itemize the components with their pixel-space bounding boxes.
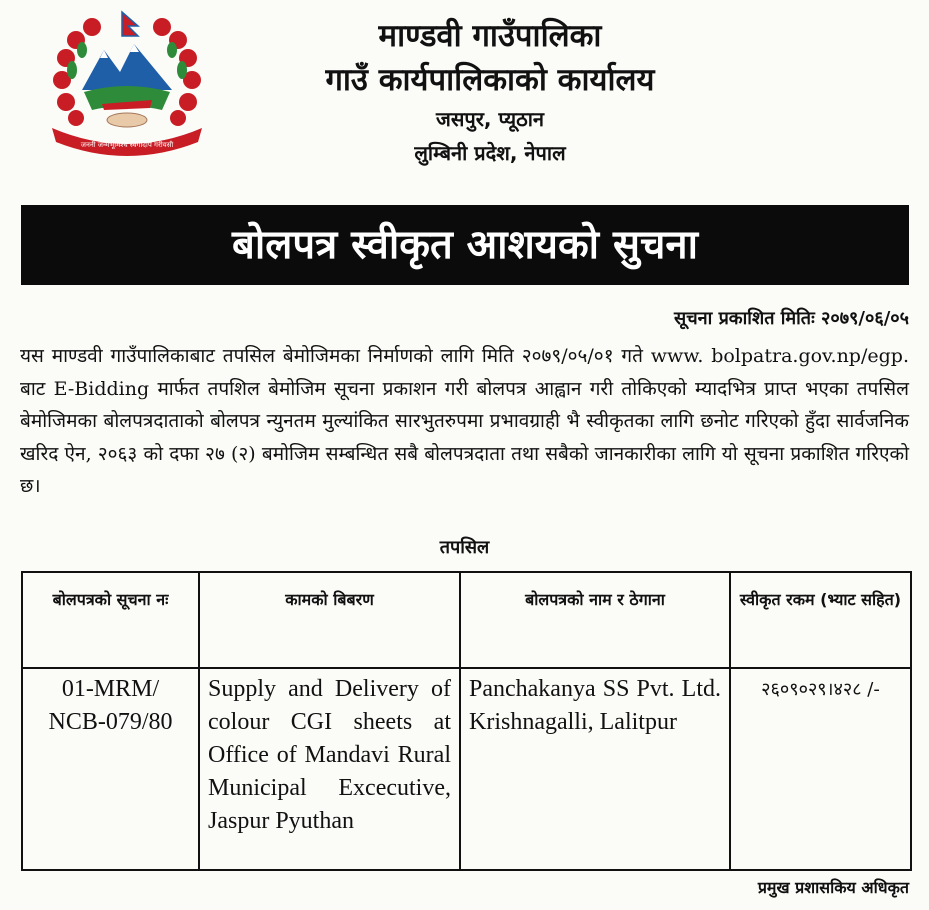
office-address: जसपुर, प्यूठान	[436, 107, 544, 131]
office-header	[230, 14, 750, 170]
header-approved-amount: स्वीकृत रकम (भ्याट सहित)	[730, 572, 911, 668]
office-name: गाउँ कार्यपालिकाको कार्यालय	[325, 62, 655, 98]
header-work-description: कामको बिबरण	[199, 572, 460, 668]
nepal-emblem-icon	[42, 10, 212, 160]
office-province: लुम्बिनी प्रदेश, नेपाल	[414, 141, 566, 165]
cell-amount: २६०९०२९।४२८ /-	[730, 668, 911, 870]
cell-bidder: Panchakanya SS Pvt. Ltd. Krishnagalli, Lalitpur	[460, 668, 730, 870]
municipality-name: माण्डवी गाउँपालिका	[378, 18, 602, 54]
table-header-row	[22, 572, 911, 668]
cell-notice-no: 01-MRM/ NCB-079/80	[22, 668, 199, 870]
schedule-label: तपसिल	[439, 537, 490, 558]
table-row	[22, 668, 911, 870]
bid-acceptance-table	[21, 571, 912, 871]
notice-title-banner: बोलपत्र स्वीकृत आशयको सुचना	[21, 205, 909, 285]
notice-paragraph: यस माण्डवी गाउँपालिकाबाट तपसिल बेमोजिमका निर्माणको लागि मिति २०७९/०५/०१ गते www. bolpatra.gov.np/egp. बाट E-Bidding मार्फत तपशिल बेमोजिम सूचना प्रकाशन गरी बोलपत्र आह्वान गरी तोकिएको म्यादभित्र प्राप्त भएका तपसिल बेमोजिमका बोलपत्रदाताको बोलपत्र न्युनतम मुल्यांकित सारभुतरुपमा प्रभावग्राही भै स्वीकृतका लागि छनोट गरिएको हुँदा सार्वजनिक खरिद ऐन, २०६३ को दफा २७ (२) बमोजिम सम्बन्धित सबै बोलपत्रदाता तथा सबैको जानकारीका लागि यो सूचना प्रकाशित गरिएको छ।	[20, 345, 909, 497]
publication-date: सूचना प्रकाशित मितिः २०७९/०६/०५	[674, 308, 909, 329]
emblem-motto: जननी जन्मभूमिश्च स्वर्गादपि गरीयसी	[80, 141, 174, 149]
header-notice-no: बोलपत्रको सूचना नः	[22, 572, 199, 668]
cell-description: Supply and Delivery of colour CGI sheets at Office of Mandavi Rural Municipal Excecutive, Jaspur Pyuthan	[199, 668, 460, 870]
signatory-title: प्रमुख प्रशासकिय अधिकृत	[757, 878, 909, 897]
header-bidder-name-address: बोलपत्रको नाम र ठेगाना	[460, 572, 730, 668]
